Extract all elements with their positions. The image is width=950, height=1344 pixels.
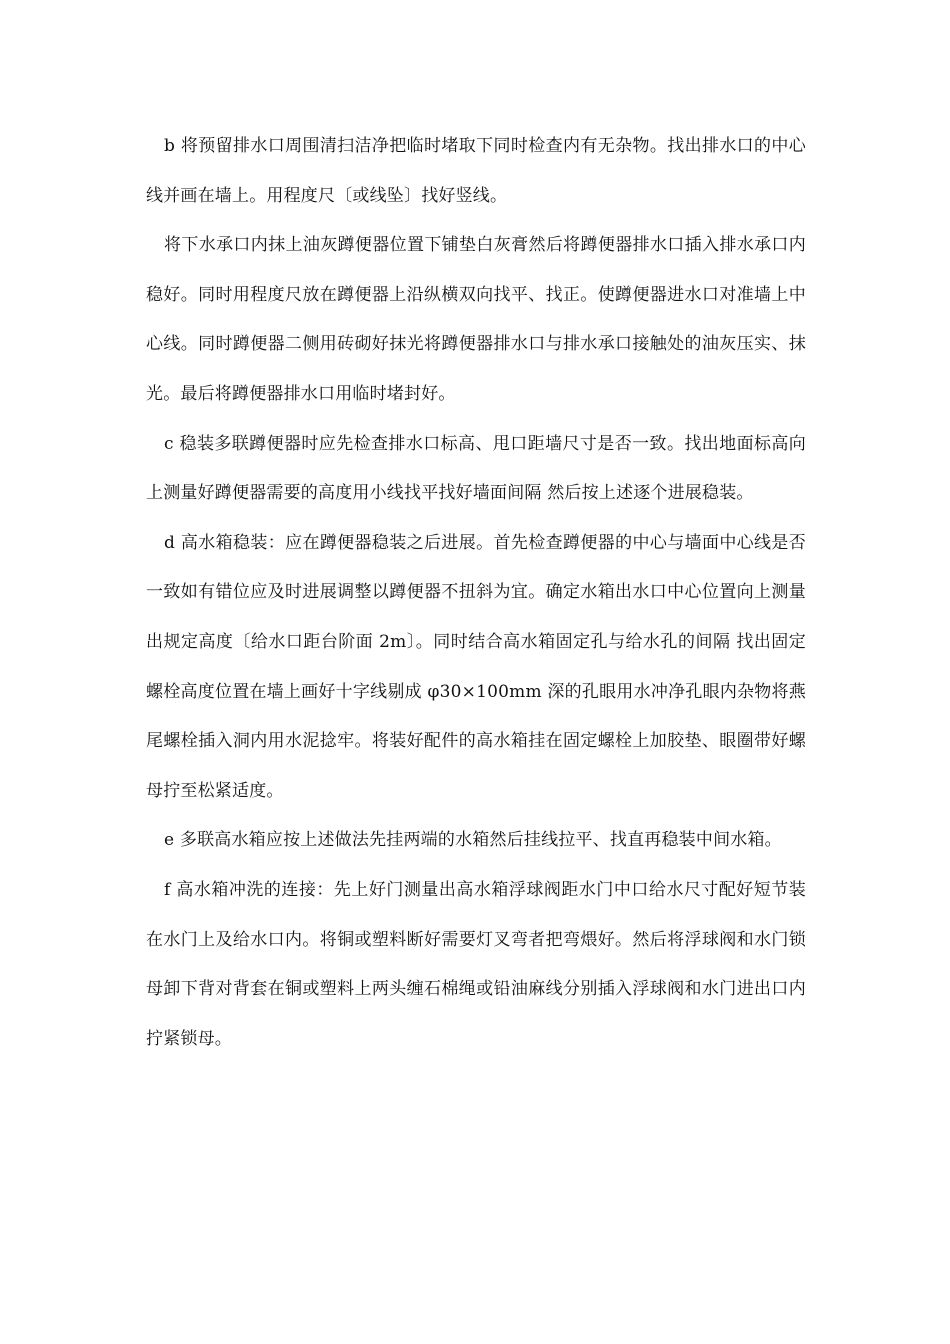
paragraph-e: e 多联高水箱应按上述做法先挂两端的水箱然后挂线拉平、找直再稳装中间水箱。 [164, 830, 782, 851]
paragraph-f: f 高水箱冲洗的连接：先上好门测量出高水箱浮球阀距水门中口给水尺寸配好短节装在水门上及给水口内。将铜或塑料断好需要灯叉弯者把弯煨好。然后将浮球阀和水门锁母卸下背对背套在铜或塑料上两头缠石棉绳或铅油麻线分别插入浮球阀和水门进出口内拧紧锁母。 [146, 879, 806, 1049]
paragraph-b-continued: 将下水承口内抹上油灰蹲便器位置下铺垫白灰膏然后将蹲便器排水口插入排水承口内稳好。同时用程度尺放在蹲便器上沿纵横双向找平、找正。使蹲便器进水口对准墙上中心线。同时蹲便器二侧用砖砌好抹光将蹲便器排水口与排水承口接触处的油灰压实、抹光。最后将蹲便器排水口用临时堵封好。 [146, 235, 806, 404]
document-body [146, 122, 806, 1064]
paragraph-b: b 将预留排水口周围清扫洁净把临时堵取下同时检查内有无杂物。找出排水口的中心线并画在墙上。用程度尺〔或线坠〕找好竖线。 [146, 136, 806, 206]
paragraph-d: d 高水箱稳装：应在蹲便器稳装之后进展。首先检查蹲便器的中心与墙面中心线是否一致如有错位应及时进展调整以蹲便器不扭斜为宜。确定水箱出水口中心位置向上测量出规定高度〔给水口距台阶面 2m〕。同时结合高水箱固定孔与给水孔的间隔 找出固定螺栓高度位置在墙上画好十字线剔成 φ30×100mm 深的孔眼用水冲净孔眼内杂物将燕尾螺栓插入洞内用水泥捻牢。将装好配件的高水箱挂在固定螺栓上加胶垫、眼圈带好螺母拧至松紧适度。 [146, 532, 806, 801]
paragraph-c: c 稳装多联蹲便器时应先检查排水口标高、甩口距墙尺寸是否一致。找出地面标高向上测量好蹲便器需要的高度用小线找平找好墙面间隔 然后按上述逐个进展稳装。 [146, 433, 806, 504]
